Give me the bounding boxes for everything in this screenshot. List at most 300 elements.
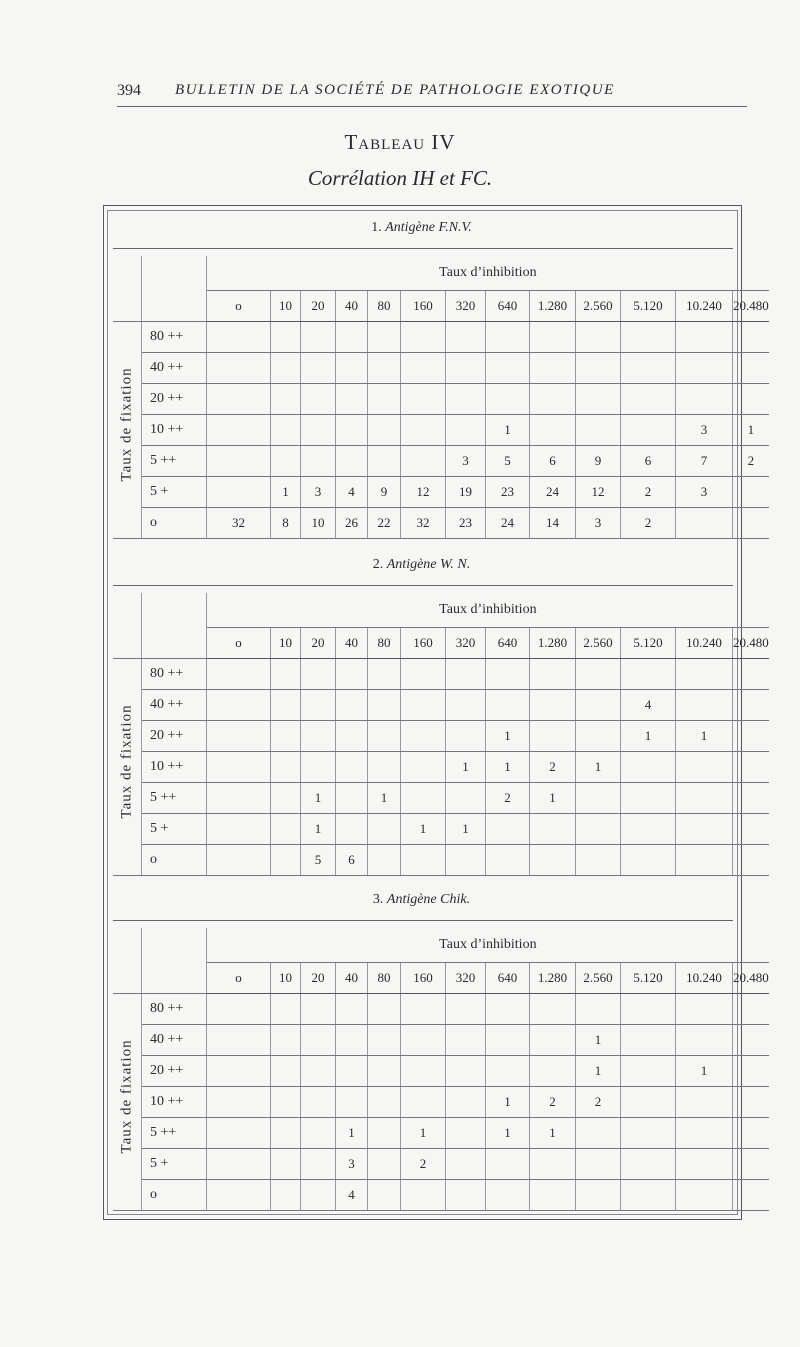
table-cell <box>207 384 271 415</box>
table-cell: 6 <box>336 845 368 876</box>
table-cell: 1 <box>446 752 486 783</box>
table-cell <box>301 752 336 783</box>
table-cell <box>368 845 401 876</box>
table-cell <box>301 1056 336 1087</box>
column-header: 320 <box>446 291 486 322</box>
table-cell <box>621 1087 676 1118</box>
row-label: o <box>142 1180 207 1211</box>
table-cell <box>733 1025 769 1056</box>
table-cell: 1 <box>446 814 486 845</box>
table-cell <box>486 1056 530 1087</box>
column-header: 20.480 <box>733 963 769 994</box>
column-header: 40 <box>336 963 368 994</box>
corner-cell <box>142 928 207 994</box>
table-cell <box>401 721 446 752</box>
table-row <box>113 721 769 752</box>
section-title <box>107 892 736 908</box>
antigen-name: Antigène F.N.V. <box>385 220 472 235</box>
table-cell <box>621 994 676 1025</box>
table-cell <box>207 721 271 752</box>
table-row <box>113 1180 769 1211</box>
table-cell <box>271 322 301 353</box>
row-label: 10 ++ <box>142 752 207 783</box>
table-cell <box>368 384 401 415</box>
table-cell: 3 <box>301 477 336 508</box>
row-label: 40 ++ <box>142 690 207 721</box>
section-title <box>107 220 736 236</box>
table-cell: 1 <box>733 415 769 446</box>
table-cell: 1 <box>676 721 733 752</box>
table-cell: 23 <box>486 477 530 508</box>
table-cell <box>207 1180 271 1211</box>
table-cell <box>271 783 301 814</box>
table-cell <box>401 1025 446 1056</box>
table-cell <box>621 1056 676 1087</box>
header-taux-inhibition: Taux d’inhibition <box>207 593 769 628</box>
table-cell: 2 <box>401 1149 446 1180</box>
row-label: o <box>142 508 207 539</box>
table-cell: 2 <box>576 1087 621 1118</box>
row-label: 20 ++ <box>142 721 207 752</box>
table-cell <box>368 1025 401 1056</box>
table-row <box>113 814 769 845</box>
table-cell <box>676 659 733 690</box>
row-label: 80 ++ <box>142 994 207 1025</box>
table-cell: 12 <box>401 477 446 508</box>
table-cell <box>676 752 733 783</box>
table-cell: 32 <box>207 508 271 539</box>
table-row <box>113 477 769 508</box>
table-cell <box>530 721 576 752</box>
table-cell <box>446 1180 486 1211</box>
table-cell: 5 <box>301 845 336 876</box>
column-header: 10 <box>271 963 301 994</box>
table-cell <box>486 1149 530 1180</box>
row-label: 40 ++ <box>142 353 207 384</box>
table-cell <box>301 1025 336 1056</box>
table-cell: 1 <box>576 1025 621 1056</box>
column-header: 640 <box>486 963 530 994</box>
column-header: 5.120 <box>621 628 676 659</box>
column-header: 1.280 <box>530 291 576 322</box>
column-header: 1.280 <box>530 963 576 994</box>
table-row <box>113 845 769 876</box>
table-cell <box>621 1180 676 1211</box>
table-cell <box>271 690 301 721</box>
table-cell <box>368 814 401 845</box>
table-cell: 1 <box>368 783 401 814</box>
table-cell: 1 <box>486 1118 530 1149</box>
row-label: 40 ++ <box>142 1025 207 1056</box>
table-cell <box>676 1118 733 1149</box>
column-header: o <box>207 963 271 994</box>
table-cell: 24 <box>530 477 576 508</box>
correlation-table <box>113 593 769 876</box>
table-cell <box>733 721 769 752</box>
corner-cell <box>113 928 142 994</box>
table-row <box>113 1056 769 1087</box>
table-row <box>113 446 769 477</box>
table-cell <box>207 1056 271 1087</box>
table-cell: 9 <box>368 477 401 508</box>
table-cell <box>733 783 769 814</box>
table-cell <box>733 845 769 876</box>
table-row <box>113 1118 769 1149</box>
column-header: 80 <box>368 291 401 322</box>
table-cell <box>676 353 733 384</box>
table-cell <box>530 415 576 446</box>
table-cell <box>401 690 446 721</box>
table-cell <box>621 1149 676 1180</box>
table-cell <box>271 659 301 690</box>
corner-cell <box>113 256 142 322</box>
table-cell <box>301 659 336 690</box>
table-cell <box>733 814 769 845</box>
column-header: 20 <box>301 291 336 322</box>
table-cell <box>446 690 486 721</box>
column-header: 320 <box>446 628 486 659</box>
table-cell: 2 <box>621 477 676 508</box>
table-cell <box>676 322 733 353</box>
table-cell <box>368 659 401 690</box>
row-label: 5 ++ <box>142 446 207 477</box>
axis-label-taux-de-fixation: Taux de fixation <box>118 367 135 482</box>
table-cell <box>207 1118 271 1149</box>
table-cell <box>676 1149 733 1180</box>
table-cell <box>733 1087 769 1118</box>
table-cell <box>401 845 446 876</box>
table-cell <box>401 384 446 415</box>
column-header: 160 <box>401 291 446 322</box>
row-label: 10 ++ <box>142 415 207 446</box>
table-cell <box>446 659 486 690</box>
table-cell <box>733 384 769 415</box>
table-cell <box>621 415 676 446</box>
table-cell <box>271 1118 301 1149</box>
table-cell: 32 <box>401 508 446 539</box>
section-number: 3. <box>372 892 387 907</box>
column-header: 2.560 <box>576 963 621 994</box>
table-cell <box>401 783 446 814</box>
table-cell <box>401 353 446 384</box>
page-header <box>117 80 747 107</box>
table-cell: 12 <box>576 477 621 508</box>
table-cell <box>446 1056 486 1087</box>
table-cell <box>401 415 446 446</box>
column-header: 5.120 <box>621 963 676 994</box>
side-axis-cell <box>113 659 142 876</box>
table-cell <box>207 845 271 876</box>
row-label: 5 + <box>142 814 207 845</box>
table-cell: 2 <box>486 783 530 814</box>
table-cell: 1 <box>401 1118 446 1149</box>
row-label: 80 ++ <box>142 659 207 690</box>
table-cell: 3 <box>336 1149 368 1180</box>
table-cell <box>530 1149 576 1180</box>
table-cell <box>207 994 271 1025</box>
table-cell <box>621 353 676 384</box>
table-cell <box>621 659 676 690</box>
table-cell <box>530 1180 576 1211</box>
table-cell <box>301 415 336 446</box>
column-header: 640 <box>486 628 530 659</box>
table-cell <box>336 1025 368 1056</box>
table-cell <box>401 659 446 690</box>
table-cell <box>446 1025 486 1056</box>
table-cell <box>401 322 446 353</box>
table-cell <box>733 1180 769 1211</box>
table-cell <box>676 814 733 845</box>
column-header: 2.560 <box>576 628 621 659</box>
side-axis-cell <box>113 994 142 1211</box>
table-cell <box>336 814 368 845</box>
antigen-name: Antigène W. N. <box>386 557 471 572</box>
table-cell <box>446 415 486 446</box>
column-header: 10.240 <box>676 628 733 659</box>
section-divider <box>113 920 733 921</box>
table-cell <box>621 783 676 814</box>
table-cell <box>446 783 486 814</box>
table-cell: 1 <box>676 1056 733 1087</box>
table-cell: 4 <box>621 690 676 721</box>
axis-label-taux-de-fixation: Taux de fixation <box>118 1039 135 1154</box>
table-cell <box>576 1118 621 1149</box>
table-cell <box>446 1087 486 1118</box>
table-cell <box>271 721 301 752</box>
table-cell <box>486 814 530 845</box>
row-label: 5 + <box>142 1149 207 1180</box>
table-cell: 1 <box>401 814 446 845</box>
table-cell <box>336 690 368 721</box>
column-header: 80 <box>368 628 401 659</box>
table-cell <box>207 659 271 690</box>
table-cell: 14 <box>530 508 576 539</box>
table-cell <box>446 721 486 752</box>
table-cell <box>576 690 621 721</box>
table-cell <box>401 994 446 1025</box>
side-axis-cell <box>113 322 142 539</box>
table-cell <box>368 1087 401 1118</box>
corner-cell <box>113 593 142 659</box>
table-cell: 1 <box>486 752 530 783</box>
corner-cell <box>142 256 207 322</box>
table-subtitle: Corrélation IH et FC. <box>307 166 493 190</box>
table-cell <box>446 994 486 1025</box>
table-cell <box>207 690 271 721</box>
table-cell: 6 <box>621 446 676 477</box>
row-label: 10 ++ <box>142 1087 207 1118</box>
table-cell <box>301 1118 336 1149</box>
column-header: 160 <box>401 963 446 994</box>
table-row <box>113 690 769 721</box>
table-cell <box>530 1056 576 1087</box>
table-cell: 7 <box>676 446 733 477</box>
table-cell <box>207 1087 271 1118</box>
column-header: 40 <box>336 291 368 322</box>
table-cell <box>271 353 301 384</box>
table-cell <box>621 845 676 876</box>
table-cell <box>301 690 336 721</box>
table-cell <box>401 752 446 783</box>
table-cell <box>336 994 368 1025</box>
table-cell <box>576 845 621 876</box>
table-cell: 8 <box>271 508 301 539</box>
table-cell <box>676 994 733 1025</box>
table-cell <box>271 1056 301 1087</box>
table-cell <box>368 1180 401 1211</box>
table-cell <box>486 659 530 690</box>
column-header: 1.280 <box>530 628 576 659</box>
table-cell <box>576 1180 621 1211</box>
table-cell: 1 <box>336 1118 368 1149</box>
table-cell <box>486 353 530 384</box>
row-label: 5 + <box>142 477 207 508</box>
table-cell <box>271 446 301 477</box>
table-cell <box>733 508 769 539</box>
column-header: 640 <box>486 291 530 322</box>
table-cell <box>576 353 621 384</box>
table-cell <box>733 994 769 1025</box>
table-cell <box>486 384 530 415</box>
table-cell: 9 <box>576 446 621 477</box>
column-header: 10 <box>271 628 301 659</box>
table-cell <box>621 1118 676 1149</box>
column-header: 5.120 <box>621 291 676 322</box>
table-cell <box>733 1118 769 1149</box>
section-title <box>107 557 736 573</box>
table-cell: 19 <box>446 477 486 508</box>
table-cell <box>530 659 576 690</box>
table-cell <box>207 752 271 783</box>
correlation-table <box>113 928 769 1211</box>
table-cell <box>336 384 368 415</box>
table-cell <box>271 415 301 446</box>
row-label: 5 ++ <box>142 1118 207 1149</box>
table-cell: 1 <box>486 721 530 752</box>
table-cell: 3 <box>576 508 621 539</box>
column-header: 10 <box>271 291 301 322</box>
section-number: 2. <box>372 557 387 572</box>
table-cell <box>733 659 769 690</box>
column-header: o <box>207 628 271 659</box>
table-cell <box>401 1180 446 1211</box>
table-cell <box>446 1149 486 1180</box>
table-cell <box>336 446 368 477</box>
table-cell <box>486 1025 530 1056</box>
row-label: o <box>142 845 207 876</box>
table-cell <box>271 1025 301 1056</box>
table-row <box>113 1025 769 1056</box>
table-cell <box>733 353 769 384</box>
table-cell <box>336 752 368 783</box>
table-cell <box>301 994 336 1025</box>
table-cell <box>336 322 368 353</box>
table-cell <box>271 384 301 415</box>
table-cell <box>530 814 576 845</box>
table-cell <box>401 1087 446 1118</box>
table-cell <box>621 384 676 415</box>
table-cell <box>676 1180 733 1211</box>
table-cell: 10 <box>301 508 336 539</box>
table-cell: 1 <box>486 1087 530 1118</box>
table-cell <box>368 690 401 721</box>
table-cell <box>576 384 621 415</box>
table-row <box>113 1087 769 1118</box>
row-label: 5 ++ <box>142 783 207 814</box>
table-cell: 24 <box>486 508 530 539</box>
table-cell <box>368 1149 401 1180</box>
table-cell <box>676 845 733 876</box>
table-title: Tableau IV <box>344 130 456 154</box>
table-cell <box>368 446 401 477</box>
table-row <box>113 752 769 783</box>
table-cell <box>368 721 401 752</box>
table-cell <box>336 783 368 814</box>
table-cell <box>207 322 271 353</box>
antigen-name: Antigène Chik. <box>386 892 471 907</box>
table-cell <box>368 994 401 1025</box>
column-header: 80 <box>368 963 401 994</box>
table-cell <box>271 845 301 876</box>
correlation-table <box>113 256 769 539</box>
table-cell <box>271 752 301 783</box>
table-cell: 23 <box>446 508 486 539</box>
column-header: 20 <box>301 628 336 659</box>
table-cell <box>271 1087 301 1118</box>
table-row <box>113 415 769 446</box>
row-label: 80 ++ <box>142 322 207 353</box>
table-cell: 1 <box>486 415 530 446</box>
table-cell <box>301 384 336 415</box>
table-cell: 1 <box>530 1118 576 1149</box>
table-cell <box>271 814 301 845</box>
table-cell <box>621 1025 676 1056</box>
table-cell: 2 <box>733 446 769 477</box>
table-cell: 26 <box>336 508 368 539</box>
table-cell <box>733 690 769 721</box>
column-header: 2.560 <box>576 291 621 322</box>
table-cell <box>530 690 576 721</box>
table-cell <box>368 1118 401 1149</box>
table-cell <box>401 1056 446 1087</box>
table-cell <box>486 690 530 721</box>
table-cell <box>207 446 271 477</box>
table-row <box>113 508 769 539</box>
table-cell <box>271 994 301 1025</box>
table-cell <box>486 322 530 353</box>
table-cell <box>486 994 530 1025</box>
table-cell: 3 <box>446 446 486 477</box>
row-label: 20 ++ <box>142 384 207 415</box>
axis-label-taux-de-fixation: Taux de fixation <box>118 704 135 819</box>
table-cell: 1 <box>576 752 621 783</box>
table-cell <box>336 721 368 752</box>
table-row <box>113 353 769 384</box>
table-cell <box>336 1056 368 1087</box>
table-cell: 1 <box>576 1056 621 1087</box>
table-cell <box>676 1025 733 1056</box>
table-cell <box>530 1025 576 1056</box>
table-cell: 2 <box>530 752 576 783</box>
table-cell <box>301 721 336 752</box>
table-cell: 3 <box>676 477 733 508</box>
table-cell <box>207 783 271 814</box>
table-cell <box>446 353 486 384</box>
table-cell <box>368 353 401 384</box>
table-cell <box>530 384 576 415</box>
table-cell: 1 <box>271 477 301 508</box>
column-header: 20.480 <box>733 291 769 322</box>
